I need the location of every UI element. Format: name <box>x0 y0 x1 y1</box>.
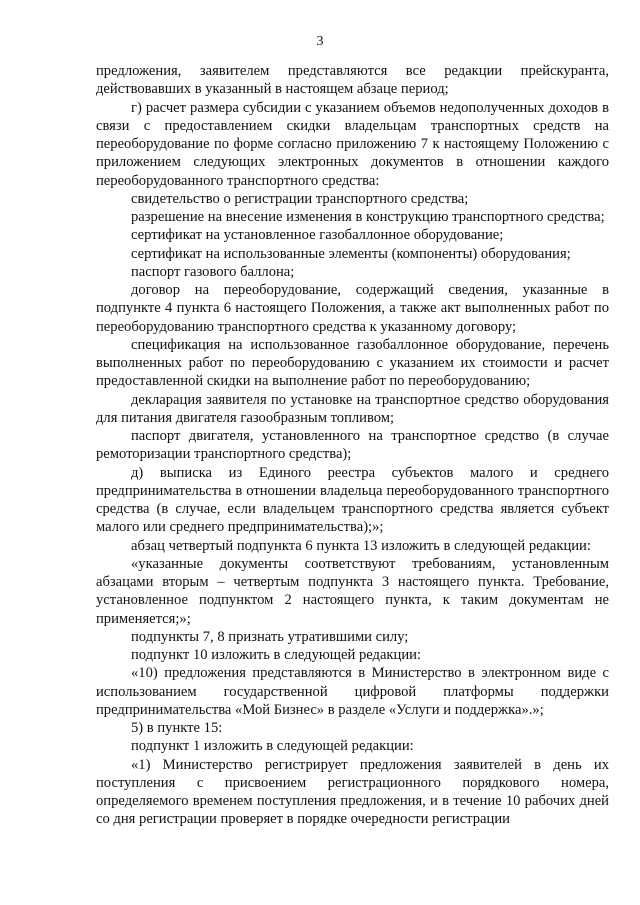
paragraph: сертификат на установленное газобаллонное оборудование; <box>131 227 504 244</box>
paragraph: договор на переоборудование, содержащий сведения, указанные в подпункте 4 пункта 6 настоящего Положения, а также акт выполненных работ по переоборудованию транспортного средства к указанному договору; <box>96 282 609 335</box>
paragraph: 5) в пункте 15: <box>131 720 223 736</box>
paragraph: паспорт двигателя, установленного на транспортное средство (в случае ремоторизации транспортного средства); <box>96 428 609 463</box>
page-number: 3 <box>316 34 324 49</box>
paragraph: д) выписка из Единого реестра субъектов малого и среднего предпринимательства в отношении владельца переоборудованного транспортного средства (в случае, если владельцем транспортного средства является субъект малого или среднего предпринимательства);»; <box>96 464 609 536</box>
paragraph: подпункты 7, 8 признать утратившими силу; <box>131 628 409 645</box>
paragraph: декларация заявителя по установке на транспортное средство оборудования для питания двигателя газообразным топливом; <box>96 391 609 426</box>
paragraph: абзац четвертый подпункта 6 пункта 13 изложить в следующей редакции: <box>131 537 591 554</box>
paragraph: свидетельство о регистрации транспортного средства; <box>131 190 469 207</box>
paragraph: «указанные документы соответствуют требованиям, установленным абзацами вторым – четвертым подпункта 3 настоящего пункта. Требование, установленное подпунктом 2 настоящего пункта, к таким документам не применяется;»; <box>96 555 609 627</box>
document-body <box>96 62 609 829</box>
paragraph: предложения, заявителем представляются все редакции прейскуранта, действовавших в указанный в настоящем абзаце период; <box>96 63 609 98</box>
paragraph: «10) предложения представляются в Министерство в электронном виде с использованием государственной цифровой платформы поддержки предпринимательства «Мой Бизнес» в разделе «Услуги и поддержка».»; <box>96 665 609 718</box>
paragraph: разрешение на внесение изменения в конструкцию транспортного средства; <box>131 209 605 225</box>
paragraph: паспорт газового баллона; <box>131 263 295 280</box>
paragraph: «1) Министерство регистрирует предложения заявителей в день их поступления с присвоением регистрационного порядкового номера, определяемого временем поступления предложения, и в течение 10 рабочих дней со дня регистрации проверяет в порядке очередности регистрации <box>96 756 609 828</box>
paragraph: подпункт 10 изложить в следующей редакции: <box>131 647 422 663</box>
paragraph: подпункт 1 изложить в следующей редакции: <box>131 738 414 755</box>
paragraph: сертификат на использованные элементы (компоненты) оборудования; <box>131 245 571 262</box>
paragraph: спецификация на использованное газобаллонное оборудование, перечень выполненных работ по переоборудованию с указанием их стоимости и расчет предоставленной скидки на выполнение работ по переоборудованию; <box>96 336 609 390</box>
paragraph: г) расчет размера субсидии с указанием объемов недополученных доходов в связи с предоставлением скидки владельцам транспортных средств на переоборудование по форме согласно приложению 7 к настоящему Положению с приложением следующих электронных документов в отношении каждого переоборудованного транспортного средства: <box>96 99 609 189</box>
